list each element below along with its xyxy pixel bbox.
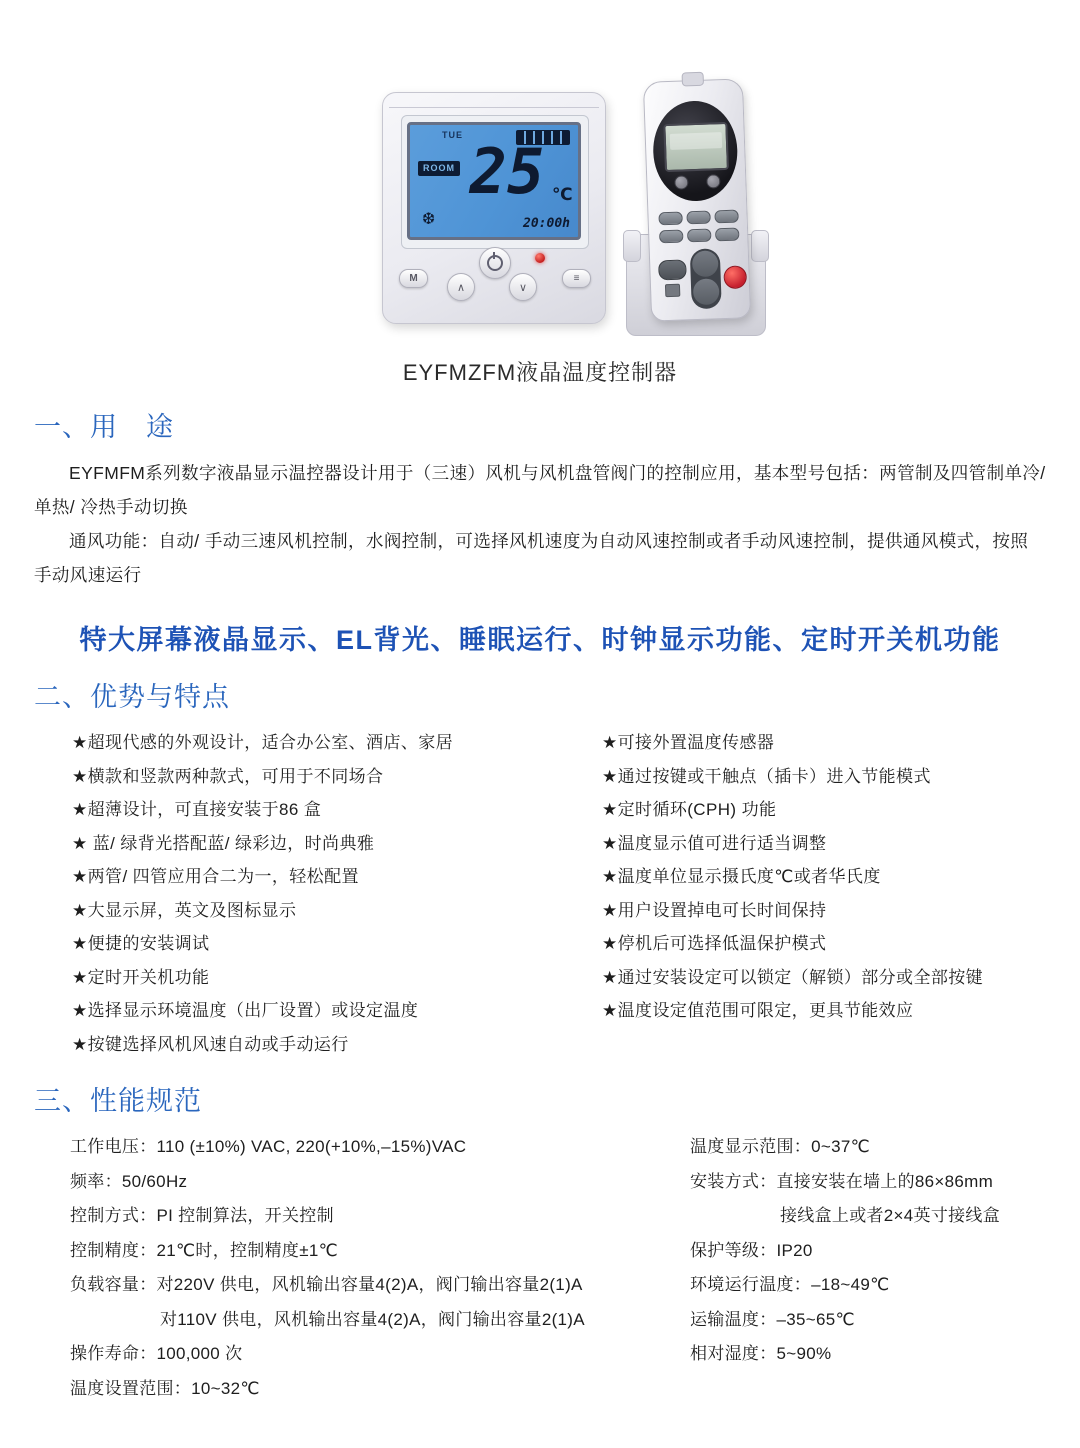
figure-caption: EYFMZFM液晶温度控制器 (402, 360, 678, 385)
spec-line: 安装方式：直接安装在墙上的86×86mm (690, 1171, 994, 1191)
features-right-list (602, 726, 1046, 1061)
remote-function-button (686, 211, 710, 225)
feature-item: ★横款和竖款两种款式，可用于不同场合 (72, 766, 384, 786)
down-button: ∨ (509, 273, 537, 301)
remote-dial-panel (652, 100, 739, 203)
feature-item: ★定时开关机功能 (72, 967, 210, 987)
spec-line: 相对湿度：5~90% (690, 1344, 832, 1363)
feature-item: ★便捷的安装调试 (72, 934, 210, 953)
lcd-bezel (401, 115, 589, 249)
remote-function-button (715, 228, 739, 242)
snowflake-icon: ❆ (422, 211, 436, 228)
specs-right-list (690, 1130, 1046, 1406)
spec-line: 控制精度：21℃时，控制精度±1℃ (70, 1240, 338, 1260)
remote-left-button (658, 259, 687, 280)
specs-left-list (70, 1130, 690, 1406)
spec-line: 温度显示范围：0~37℃ (690, 1137, 870, 1156)
spec-line: 接线盒上或者2×4英寸接线盒 (780, 1206, 1001, 1225)
feature-item: ★用户设置掉电可长时间保持 (602, 900, 827, 920)
section-usage-heading: 一、用 途 (34, 412, 174, 442)
spec-line: 操作寿命：100,000 次 (70, 1344, 243, 1363)
fan-button: ≡ (562, 269, 591, 288)
remote-power-button (723, 265, 747, 289)
remote-function-button (658, 212, 682, 226)
usage-paragraph-2: 通风功能：自动/ 手动三速风机控制，水阀控制，可选择风机速度为自动风速控制或者手动风速控制，提供通风模式，按照手动风速运行 (34, 531, 1029, 585)
mode-button: M (399, 269, 428, 288)
remote-holder-ear (623, 230, 641, 262)
remote-function-button (714, 210, 738, 224)
feature-item: ★可接外置温度传感器 (602, 733, 775, 752)
product-figure (34, 80, 1046, 352)
remote-rocker-up (692, 250, 719, 277)
power-button (479, 247, 511, 279)
up-button: ∧ (447, 273, 475, 301)
remote-ir-nub (682, 72, 704, 87)
spec-line: 对110V 供电，风机输出容量4(2)A，阀门输出容量2(1)A (160, 1309, 585, 1329)
feature-item: ★超现代感的外观设计，适合办公室、酒店、家居 (72, 733, 454, 752)
spec-line: 温度设置范围：10~32℃ (70, 1378, 260, 1398)
feature-item: ★选择显示环境温度（出厂设置）或设定温度 (72, 1001, 419, 1020)
feature-item: ★停机后可选择低温保护模式 (602, 934, 827, 953)
spec-line: 保护等级：IP20 (690, 1240, 813, 1260)
remote-body (643, 78, 751, 321)
power-icon (487, 255, 503, 271)
remote-lcd (663, 122, 729, 172)
feature-item: ★按键选择风机风速自动或手动运行 (72, 1034, 349, 1054)
lcd-day-label: TUE (442, 130, 463, 140)
feature-item: ★通过按键或干触点（插卡）进入节能模式 (602, 766, 931, 786)
remote-holder-ear (751, 230, 769, 262)
remote-small-button (665, 284, 680, 298)
lcd-screen (407, 122, 581, 240)
remote-dial-button (674, 175, 688, 189)
power-led (535, 253, 545, 263)
feature-item: ★两管/ 四管应用合二为一，轻松配置 (72, 867, 359, 886)
section-features-heading: 二、优势与特点 (34, 682, 230, 712)
spec-line: 环境运行温度：–18~49℃ (690, 1275, 890, 1294)
feature-item: ★温度设定值范围可限定，更具节能效应 (602, 1001, 914, 1020)
remote-dial-button (706, 174, 720, 188)
feature-item: ★温度单位显示摄氏度℃或者华氏度 (602, 867, 881, 886)
features-columns (34, 726, 1046, 1061)
feature-item: ★大显示屏，英文及图标显示 (72, 900, 297, 920)
lcd-room-tag: ROOM (418, 161, 460, 176)
usage-paragraph-1: EYFMFM系列数字液晶显示温控器设计用于（三速）风机与风机盘管阀门的控制应用，基本型号包括：两管制及四管制单冷/ 单热/ 冷热手动切换 (34, 463, 1046, 517)
feature-item: ★通过安装设定可以锁定（解锁）部分或全部按键 (602, 967, 984, 987)
features-left-list (72, 726, 602, 1061)
datasheet-page (0, 80, 1080, 1406)
lcd-unit: ℃ (552, 185, 573, 204)
spec-line: 负载容量：对220V 供电，风机输出容量4(2)A，阀门输出容量2(1)A (70, 1275, 583, 1294)
lcd-temperature: 25 (469, 135, 545, 208)
remote-function-button (659, 230, 683, 244)
remote-rocker (690, 248, 722, 309)
feature-item: ★超薄设计，可直接安装于86 盒 (72, 800, 322, 819)
feature-banner: 特大屏幕液晶显示、EL背光、睡眠运行、时钟显示功能、定时开关机功能 (79, 625, 1001, 655)
spec-line: 控制方式：PI 控制算法，开关控制 (70, 1206, 334, 1225)
lcd-time: 20:00h (523, 216, 570, 231)
thermostat-photo (382, 92, 606, 324)
remote-rocker-down (693, 278, 720, 305)
spec-line: 频率：50/60Hz (70, 1171, 188, 1191)
specs-columns (34, 1130, 1046, 1406)
spec-line: 运输温度：–35~65℃ (690, 1309, 855, 1329)
section-specs-heading: 三、性能规范 (34, 1086, 202, 1116)
spec-line: 工作电压：110 (±10%) VAC, 220(+10%,–15%)VAC (70, 1137, 467, 1156)
feature-item: ★温度显示值可进行适当调整 (602, 833, 827, 853)
feature-item: ★定时循环(CPH) 功能 (602, 800, 777, 819)
remote-function-button (687, 229, 711, 243)
remote-photo (626, 80, 766, 348)
feature-item: ★ 蓝/ 绿背光搭配蓝/ 绿彩边，时尚典雅 (72, 833, 375, 853)
